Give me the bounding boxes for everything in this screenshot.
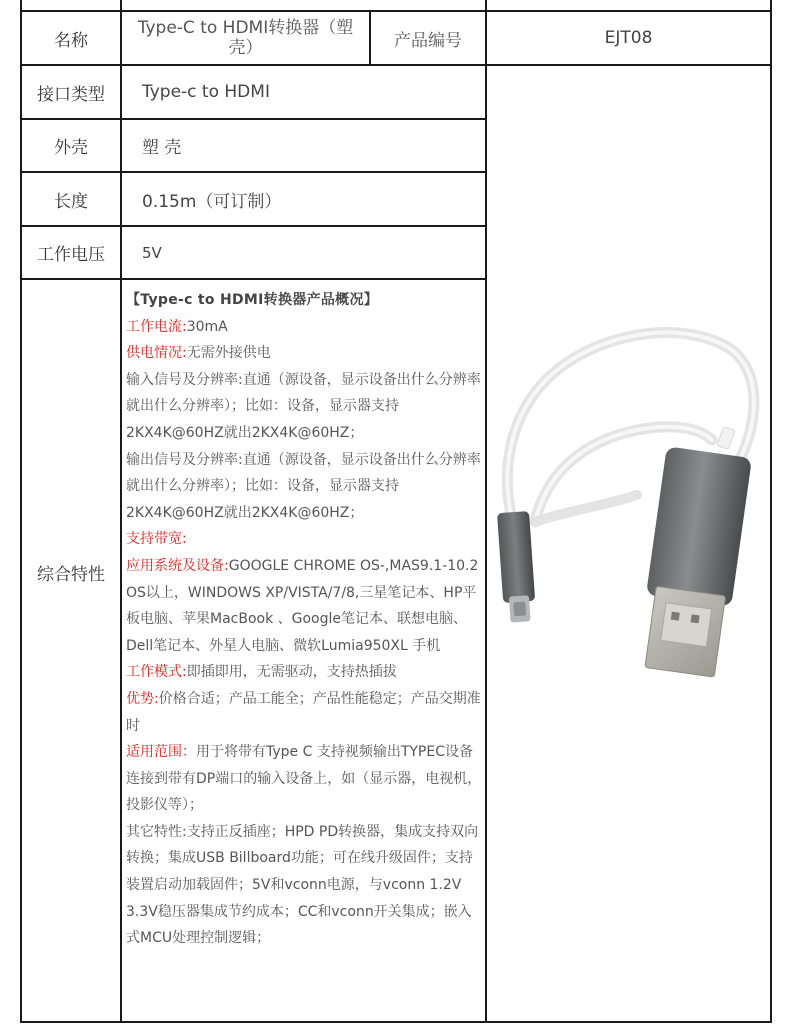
input-line: 输入信号及分辨率:直通（源设备，显示设备出什么分辨率就出什么分辨率）；比如：设备，显示器支持2KX4K@60HZ就出2KX4K@60HZ； bbox=[126, 371, 481, 441]
mode-key: 工作模式: bbox=[126, 664, 187, 681]
ldo-line: 3.3V稳压器集成节约成本；CC和vconn开关集成；嵌入式MCU处理控制逻辑； bbox=[126, 903, 472, 947]
code-label: 产品编号 bbox=[394, 30, 462, 51]
bandwidth-line bbox=[126, 526, 482, 553]
advantage-key: 优势: bbox=[126, 690, 159, 707]
grid-line bbox=[20, 1021, 772, 1023]
features-label: 综合特性 bbox=[37, 564, 105, 585]
power-line bbox=[126, 340, 482, 367]
name-value: Type-C to HDMI转换器（塑壳） bbox=[137, 18, 354, 58]
mode-text: 即插即用，无需驱动，支持热插拔 bbox=[186, 664, 397, 681]
output-line: 输出信号及分辨率:直通（源设备，显示设备出什么分辨率就出什么分辨率）；比如：设备，显示器支持2KX4K@60HZ就出2KX4K@60HZ； bbox=[126, 451, 481, 521]
interface-label: 接口类型 bbox=[37, 84, 105, 105]
scope-line bbox=[126, 739, 482, 819]
voltage-value: 5V bbox=[142, 243, 162, 262]
interface-value: Type-c to HDMI bbox=[142, 82, 270, 102]
name-label: 名称 bbox=[54, 30, 88, 51]
grid-line bbox=[770, 0, 772, 1023]
scope-text: 用于将带有Type C 支持视频输出TYPEC设备连接到带有DP端口的输入设备上，如（显示器，电视机，投影仪等）； bbox=[126, 744, 482, 814]
current-text: 30mA bbox=[186, 318, 228, 335]
systems-key: 应用系统及设备: bbox=[126, 557, 229, 574]
power-text: 无需外接供电 bbox=[186, 345, 271, 362]
advantage-text: 价格合适；产品工能全；产品性能稳定；产品交期准时 bbox=[126, 690, 481, 734]
other-line: 其它特性:支持正反插座；HPD PD转换器，集成支持双向转换；集成USB Billboard功能；可在线升级固件；支持装置启动加载固件；5V和vconn电源，与vconn 1.2V bbox=[126, 823, 479, 894]
type-c-connector bbox=[497, 511, 537, 623]
dp-connector bbox=[636, 446, 752, 678]
systems-line bbox=[126, 553, 482, 659]
current-line bbox=[126, 314, 482, 341]
systems-text: GOOGLE CHROME OS-,MAS9.1-10.2 OS以上，WINDOWS XP/VISTA/7/8,三星笔记本、HP平板电脑、苹果MacBook 、Google笔记本、联想电脑、Dell笔记本、外星人电脑、微软Lumia950XL 手机 bbox=[126, 557, 479, 654]
power-key: 供电情况: bbox=[126, 345, 187, 362]
mode-line bbox=[126, 659, 482, 686]
shell-label: 外壳 bbox=[54, 138, 88, 158]
current-key: 工作电流: bbox=[126, 318, 187, 335]
advantage-line bbox=[126, 686, 482, 739]
length-value: 0.15m（可订制） bbox=[142, 191, 282, 212]
features-description bbox=[126, 287, 482, 952]
shell-value: 塑 壳 bbox=[142, 138, 182, 158]
features-title: 【Type-c to HDMI转换器产品概况】 bbox=[126, 292, 379, 308]
voltage-label: 工作电压 bbox=[37, 245, 105, 265]
scope-key: 适用范围： bbox=[126, 744, 196, 761]
length-label: 长度 bbox=[54, 191, 88, 212]
code-value: EJT08 bbox=[604, 28, 653, 48]
bandwidth-key: 支持带宽: bbox=[126, 531, 187, 548]
product-photo bbox=[487, 290, 770, 710]
